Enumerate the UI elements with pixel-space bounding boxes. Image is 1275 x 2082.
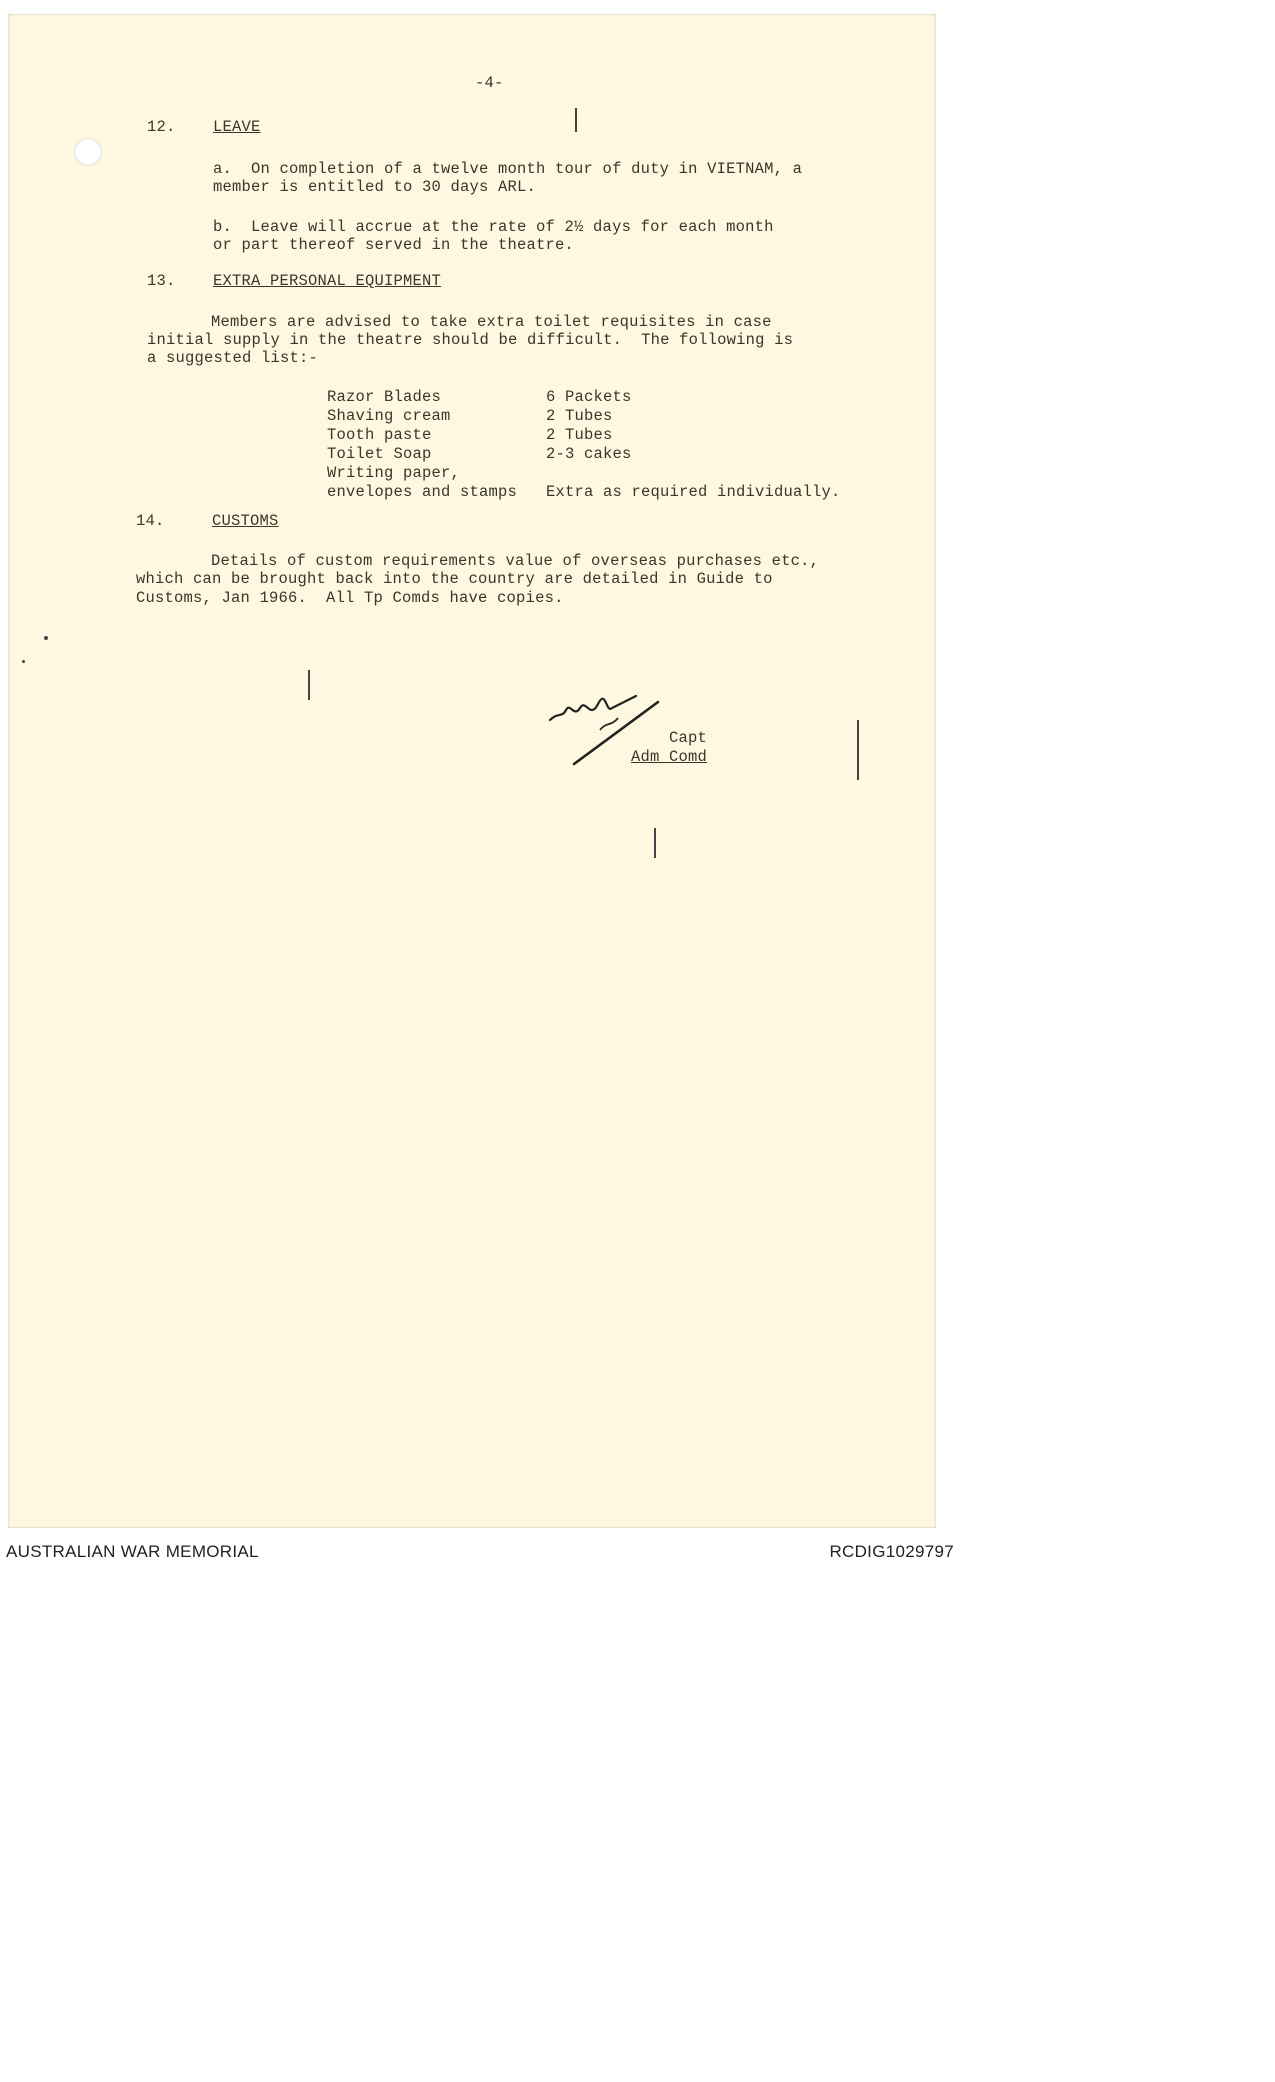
section-13-intro-line3: a suggested list:-: [147, 349, 319, 367]
footer-institution: AUSTRALIAN WAR MEMORIAL: [6, 1542, 259, 1561]
paper-mark: [22, 660, 25, 663]
section-12-number: 12.: [147, 118, 176, 136]
section-12-para-b-line2: or part thereof served in the theatre.: [213, 236, 575, 254]
paper-mark: [308, 670, 310, 700]
list-item-qty: 2 Tubes: [546, 407, 613, 425]
section-14-line2: which can be brought back into the country are detailed in Guide to: [136, 570, 773, 588]
section-12-para-a-line1: a. On completion of a twelve month tour of duty in VIETNAM, a: [213, 160, 803, 178]
section-13-intro-line2: initial supply in the theatre should be difficult. The following is: [147, 331, 794, 349]
section-13-heading: EXTRA PERSONAL EQUIPMENT: [213, 272, 442, 290]
section-13-intro-line1: Members are advised to take extra toilet requisites in case: [211, 313, 772, 331]
section-12-para-b-line1: b. Leave will accrue at the rate of 2½ days for each month: [213, 218, 774, 236]
section-14-heading: CUSTOMS: [212, 512, 279, 530]
page-number: -4-: [475, 74, 504, 92]
footer-catalogue-id: RCDIG1029797: [829, 1542, 954, 1561]
paper-mark: [575, 108, 577, 132]
section-12-heading: LEAVE: [213, 118, 261, 136]
paper-mark: [654, 828, 656, 858]
paper-mark: [857, 720, 859, 780]
section-14-number: 14.: [136, 512, 165, 530]
list-item-name: Shaving cream: [327, 407, 451, 425]
section-13-number: 13.: [147, 272, 176, 290]
list-item-name: Tooth paste: [327, 426, 432, 444]
list-item-name: envelopes and stamps: [327, 483, 518, 501]
section-14-line1: Details of custom requirements value of overseas purchases etc.,: [211, 552, 820, 570]
signature-rank: Capt: [669, 729, 708, 747]
list-item-name: Writing paper,: [327, 464, 461, 482]
paper-mark: [44, 636, 48, 640]
punch-hole: [74, 138, 102, 166]
section-14-line3: Customs, Jan 1966. All Tp Comds have copies.: [136, 589, 564, 607]
list-item-qty: 2 Tubes: [546, 426, 613, 444]
list-item-qty: 6 Packets: [546, 388, 632, 406]
section-12-para-a-line2: member is entitled to 30 days ARL.: [213, 178, 537, 196]
signature-appointment: Adm Comd: [631, 748, 708, 766]
list-item-name: Toilet Soap: [327, 445, 432, 463]
list-item-qty: Extra as required individually.: [546, 483, 841, 501]
list-item-qty: 2-3 cakes: [546, 445, 632, 463]
list-item-name: Razor Blades: [327, 388, 442, 406]
